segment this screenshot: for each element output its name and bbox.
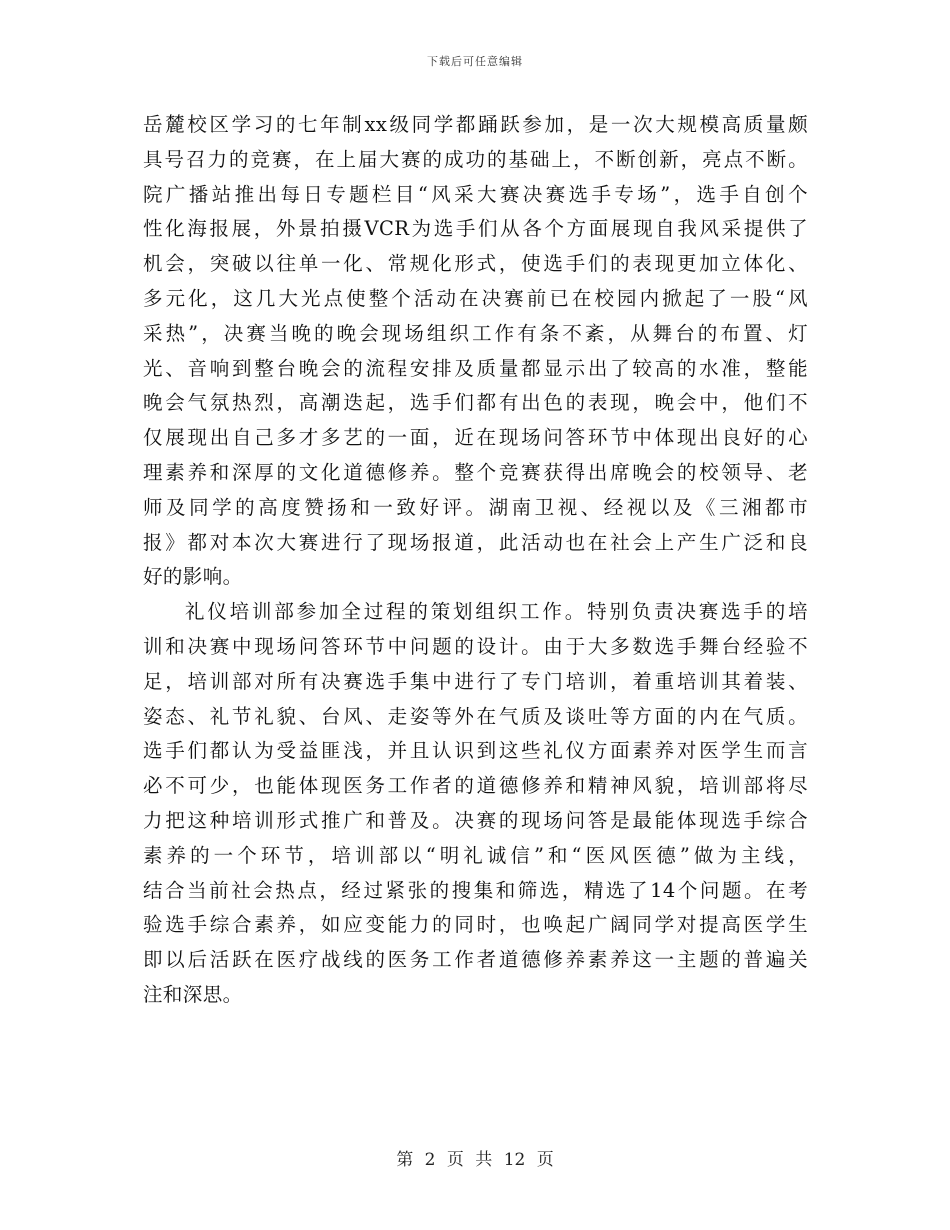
body-line: 多元化，这几大光点使整个活动在决赛前已在校园内掀起了一股“风: [143, 286, 808, 310]
body-line: 报》都对本次大赛进行了现场报道，此活动也在社会上产生广泛和良: [143, 530, 808, 554]
body-line: 必不可少，也能体现医务工作者的道德修养和精神风貌，培训部将尽: [143, 774, 808, 798]
body-line: 具号召力的竞赛，在上届大赛的成功的基础上，不断创新，亮点不断。: [143, 147, 808, 171]
body-line: 理素养和深厚的文化道德修养。整个竞赛获得出席晚会的校领导、老: [143, 460, 808, 484]
document-body: [143, 108, 808, 1013]
body-line: 机会，突破以往单一化、常规化形式，使选手们的表现更加立体化、: [143, 252, 808, 276]
page-header: 下载后可任意编辑: [427, 55, 523, 68]
body-line: 力把这种培训形式推广和普及。决赛的现场问答是最能体现选手综合: [143, 808, 808, 832]
body-line: 光、音响到整台晚会的流程安排及质量都显示出了较高的水准，整能: [143, 356, 808, 380]
body-line: 仅展现出自己多才多艺的一面，近在现场问答环节中体现出良好的心: [143, 426, 808, 450]
body-line: 性化海报展，外景拍摄VCR为选手们从各个方面展现自我风采提供了: [143, 217, 808, 241]
body-line: 训和决赛中现场问答环节中问题的设计。由于大多数选手舞台经验不: [143, 634, 808, 658]
page-number-footer: 第 2 页 共 12 页: [396, 1150, 554, 1170]
body-line: 晚会气氛热烈，高潮迭起，选手们都有出色的表现，晚会中，他们不: [143, 391, 808, 415]
body-line: 姿态、礼节礼貌、台风、走姿等外在气质及谈吐等方面的内在气质。: [143, 704, 808, 728]
body-line: 师及同学的高度赞扬和一致好评。湖南卫视、经视以及《三湘都市: [143, 495, 808, 519]
body-line: 足，培训部对所有决赛选手集中进行了专门培训，着重培训其着装、: [143, 669, 808, 693]
body-line: 素养的一个环节，培训部以“明礼诚信”和“医风医德”做为主线，: [143, 843, 808, 867]
body-line: 岳麓校区学习的七年制xx级同学都踊跃参加，是一次大规模高质量颇: [143, 113, 808, 136]
paragraph-first-line: 礼仪培训部参加全过程的策划组织工作。特别负责决赛选手的培: [185, 600, 808, 624]
body-line: 注和深思。: [143, 982, 243, 1006]
body-line: 院广播站推出每日专题栏目“风采大赛决赛选手专场”，选手自创个: [143, 182, 808, 206]
body-line: 即以后活跃在医疗战线的医务工作者道德修养素养这一主题的普遍关: [143, 948, 808, 972]
body-line: 采热”，决赛当晚的晚会现场组织工作有条不紊，从舞台的布置、灯: [143, 321, 808, 345]
body-line: 选手们都认为受益匪浅，并且认识到这些礼仪方面素养对医学生而言: [143, 739, 808, 763]
body-line: 验选手综合素养，如应变能力的同时，也唤起广阔同学对提高医学生: [143, 913, 808, 937]
body-line: 结合当前社会热点，经过紧张的搜集和筛选，精选了14个问题。在考: [143, 878, 808, 902]
body-line: 好的影响。: [143, 565, 243, 589]
